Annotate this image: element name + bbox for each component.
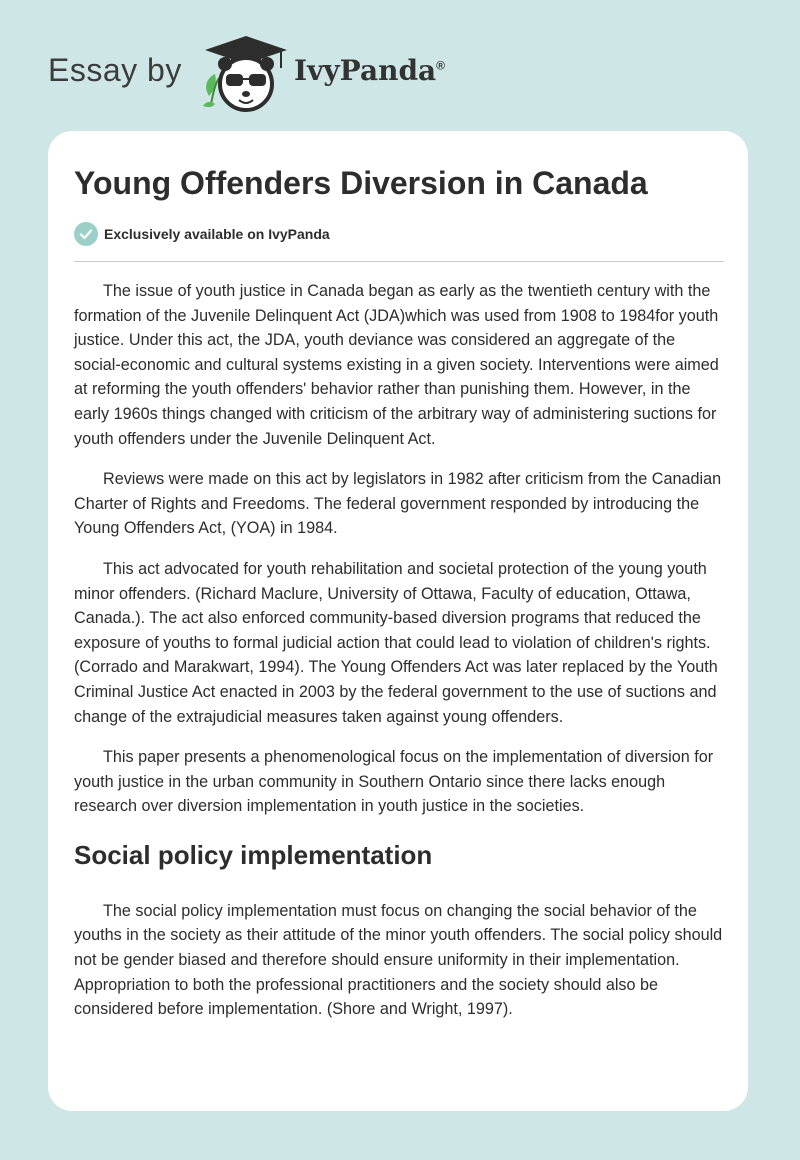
paragraph: This paper presents a phenomenological focus on the implementation of diversion for youth justice in the urban community in Southern Ontario since there lacks enough research over diversion implementation in youth justice in the societies. <box>74 748 714 816</box>
registered-mark: ® <box>436 58 446 73</box>
brand-text: IvyPanda <box>294 54 437 87</box>
paragraph: Reviews were made on this act by legislators in 1982 after criticism from the Canadian Charter of Rights and Freedoms. The federal government responded by introducing the Young Offenders Act, (YOA) in 1984. <box>74 470 722 538</box>
essay-by-label: Essay by <box>48 52 182 88</box>
paragraph: The issue of youth justice in Canada began as early as the twentieth century with the formation of the Juvenile Delinquent Act (JDA)which was used from 1908 to 1984for youth justice. Under this act, the JDA, youth deviance was considered an aggregate of the social-economic and cultural systems existing in a given society. Interventions were aimed at reforming the youth offenders' behavior rather than punishing them. However, in the early 1960s things changed with criticism of the arbitrary way of administering suctions for youth offenders under the Juvenile Delinquent Act. <box>74 282 719 448</box>
section-heading: Social policy implementation <box>74 839 433 870</box>
article-body <box>74 279 724 1038</box>
exclusive-label: Exclusively available on IvyPanda <box>104 226 330 242</box>
divider <box>74 261 724 262</box>
checkmark-icon <box>74 222 98 246</box>
site-header <box>48 30 548 120</box>
brand-name[interactable] <box>294 54 445 87</box>
paragraph: The social policy implementation must focus on changing the social behavior of the youths in the society as their attitude of the minor youth offenders. The social policy should not be gender biased and therefore should ensure uniformity in their implementation. Appropriation to both the professional practitioners and the society should also be considered before implementation. (Shore and Wright, 1997). <box>74 901 723 1019</box>
panda-logo-icon[interactable] <box>201 34 291 114</box>
article-card <box>48 131 748 1111</box>
article-title: Young Offenders Diversion in Canada <box>74 165 648 201</box>
paragraph: This act advocated for youth rehabilitation and societal protection of the young youth minor offenders. (Richard Maclure, University of Ottawa, Faculty of education, Ottawa, Canada.). The act also enforced community-based diversion programs that reduced the exposure of youths to formal judicial action that could lead to violation of children's rights.(Corrado and Marakwart, 1994). The Young Offenders Act was later replaced by the Youth Criminal Justice Act enacted in 2003 by the federal government to the use of suctions and change of the extrajudicial measures taken against young offenders. <box>74 559 718 726</box>
exclusive-badge <box>74 222 330 246</box>
